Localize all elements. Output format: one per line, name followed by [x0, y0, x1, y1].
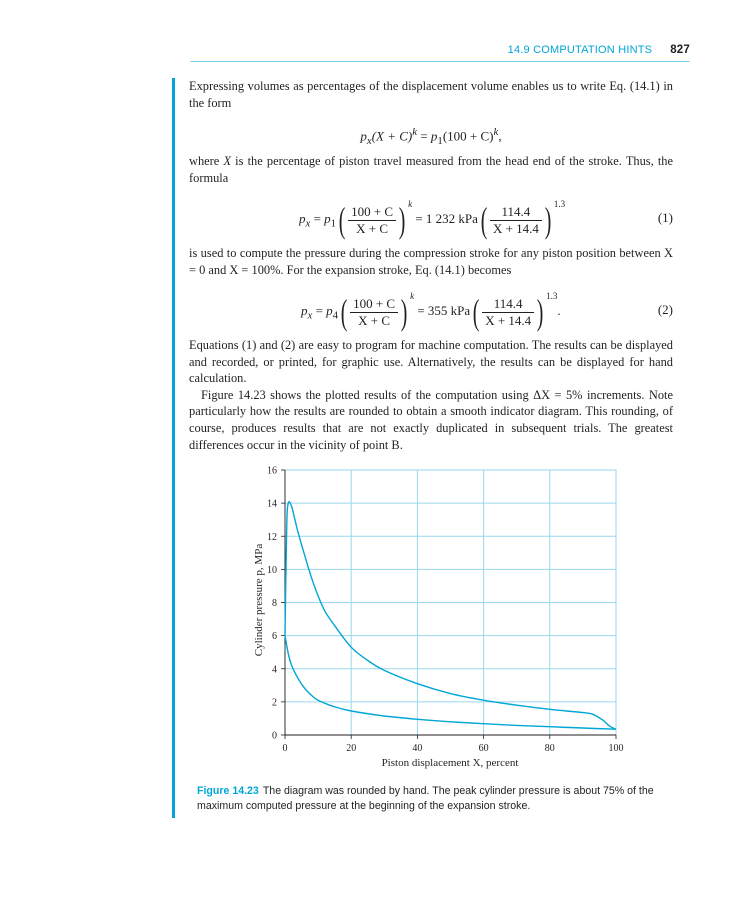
eq1-lhs-sub: x	[305, 217, 311, 230]
y-tick-label: 0	[272, 730, 277, 742]
eq2-eq-b: = 355 kPa	[414, 303, 471, 318]
y-tick-label: 4	[272, 664, 277, 676]
eq2-rparen-2: )	[536, 292, 544, 333]
eq1-den1: X + C	[356, 220, 389, 236]
margin-bar	[172, 78, 175, 818]
eq1-eq-b: = 1 232 kPa	[412, 211, 478, 226]
x-axis-label: Piston displacement X, percent	[381, 757, 519, 769]
chart-grid	[285, 470, 616, 735]
eq0-lhs-sub: x	[366, 134, 372, 147]
eq0-tail: ,	[498, 128, 502, 144]
y-tick-label: 14	[267, 498, 277, 510]
eq0-rhs-k: k	[493, 126, 499, 138]
x-tick-label: 40	[412, 743, 423, 754]
eq1-frac-2	[490, 204, 542, 237]
eq1-rparen-1: )	[398, 200, 406, 241]
eq1-p-sub: 1	[330, 217, 337, 230]
header-rule	[190, 61, 690, 62]
equation-0	[189, 124, 673, 149]
equation-1	[189, 196, 673, 240]
eq2-p: p	[326, 303, 333, 318]
eq0-lhs: p	[360, 128, 367, 144]
eq0-mid: (X + C)	[371, 128, 413, 144]
eq1-exp1: k	[408, 199, 413, 209]
eq0-rhs: p	[430, 128, 438, 144]
eq1-lparen-1: (	[338, 200, 346, 241]
equation-1-number: (1)	[657, 210, 673, 225]
eq2-exp1: k	[410, 291, 415, 301]
eq0-eqsign: =	[417, 128, 431, 144]
eq1-exp2: 1.3	[553, 199, 566, 209]
eq2-p-sub: 4	[332, 309, 339, 322]
eq2-frac-1	[350, 296, 398, 329]
eq1-num2: 114.4	[490, 204, 542, 221]
equation-2	[189, 288, 673, 332]
y-axis-label: Cylinder pressure p, MPa	[253, 543, 265, 657]
eq2-tail: .	[557, 303, 561, 318]
eq2-eq-a: =	[312, 303, 327, 318]
eq1-lparen-2: (	[480, 200, 488, 241]
y-tick-label: 2	[272, 697, 277, 709]
pressure-chart	[240, 462, 630, 772]
eq1-den2: X + 14.4	[492, 220, 539, 236]
paragraph-5-text: Figure 14.23 shows the plotted results of the computation using ΔX = 5% increments. Note particularly how the results are rounded to obtain a smooth indicator diagram. This rounding, of course, produces results that are not exactly duplicated in subsequent trials. The greatest differences occur in the vicinity of point B.	[189, 387, 673, 452]
x-tick-label: 80	[544, 743, 555, 754]
y-tick-label: 16	[267, 465, 277, 477]
eq2-lhs: p	[301, 303, 308, 318]
eq2-den1: X + C	[358, 312, 391, 328]
x-tick-label: 20	[346, 743, 357, 754]
equation-2-number: (2)	[657, 302, 673, 317]
eq2-lparen-1: (	[340, 292, 348, 333]
paragraph-1-text: Expressing volumes as percentages of the displacement volume enables us to write Eq. (14.1) in the form	[189, 79, 673, 110]
eq1-frac-1	[348, 204, 396, 237]
eq1-p: p	[324, 211, 331, 226]
p2-var: X	[223, 154, 232, 168]
eq2-exp2: 1.3	[546, 291, 558, 301]
eq1-num1: 100 + C	[348, 204, 396, 221]
eq1-eq-a: =	[310, 211, 325, 226]
eq2-rparen-1: )	[400, 292, 408, 333]
paragraph-3-text: is used to compute the pressure during the compression stroke for any piston position between X = 0 and X = 100%. For the expansion stroke, Eq. (14.1) becomes	[189, 246, 673, 277]
y-tick-label: 8	[272, 598, 277, 609]
eq0-rhs-b: (100 + C)	[442, 128, 494, 144]
eq1-rparen-2: )	[544, 200, 552, 241]
paragraph-2	[189, 153, 673, 186]
eq0-k: k	[412, 126, 418, 138]
eq2-frac-2	[482, 296, 534, 329]
x-tick-label: 100	[608, 743, 624, 754]
running-head	[0, 44, 690, 62]
page-number: 827	[670, 44, 690, 56]
eq2-lhs-sub: x	[307, 309, 313, 322]
y-tick-label: 6	[272, 631, 277, 643]
x-tick-label: 60	[478, 743, 489, 754]
x-tick-label: 0	[282, 743, 288, 754]
y-tick-label: 12	[267, 531, 277, 543]
caption-text: The diagram was rounded by hand. The peak cylinder pressure is about 75% of the maximum computed pressure at the beginning of the expansion stroke.	[197, 785, 654, 812]
y-tick-label: 10	[267, 564, 277, 576]
p2-a: where	[189, 154, 224, 168]
paragraph-2-text	[189, 153, 673, 186]
paragraph-3	[189, 245, 673, 278]
eq2-den2: X + 14.4	[485, 312, 532, 328]
paragraph-4	[189, 337, 673, 453]
eq1-lhs: p	[299, 211, 306, 226]
eq2-num1: 100 + C	[350, 296, 398, 313]
eq0-rhs-sub: 1	[437, 134, 443, 147]
eq2-num2: 114.4	[482, 296, 534, 313]
figure-caption	[197, 784, 681, 814]
paragraph-4-text: Equations (1) and (2) are easy to program for machine computation. The results can be displayed and recorded, or printed, for graphic use. Alternatively, the results can be displayed for hand calculation.	[189, 338, 673, 386]
paragraph-1	[189, 78, 673, 111]
eq2-lparen-2: (	[472, 292, 480, 333]
section-title: 14.9 COMPUTATION HINTS	[507, 44, 653, 56]
caption-label: Figure 14.23	[197, 785, 259, 797]
p2-b: is the percentage of piston travel measured from the head end of the stroke. Thus, the formula	[189, 154, 674, 185]
series-line-compression	[285, 636, 616, 730]
